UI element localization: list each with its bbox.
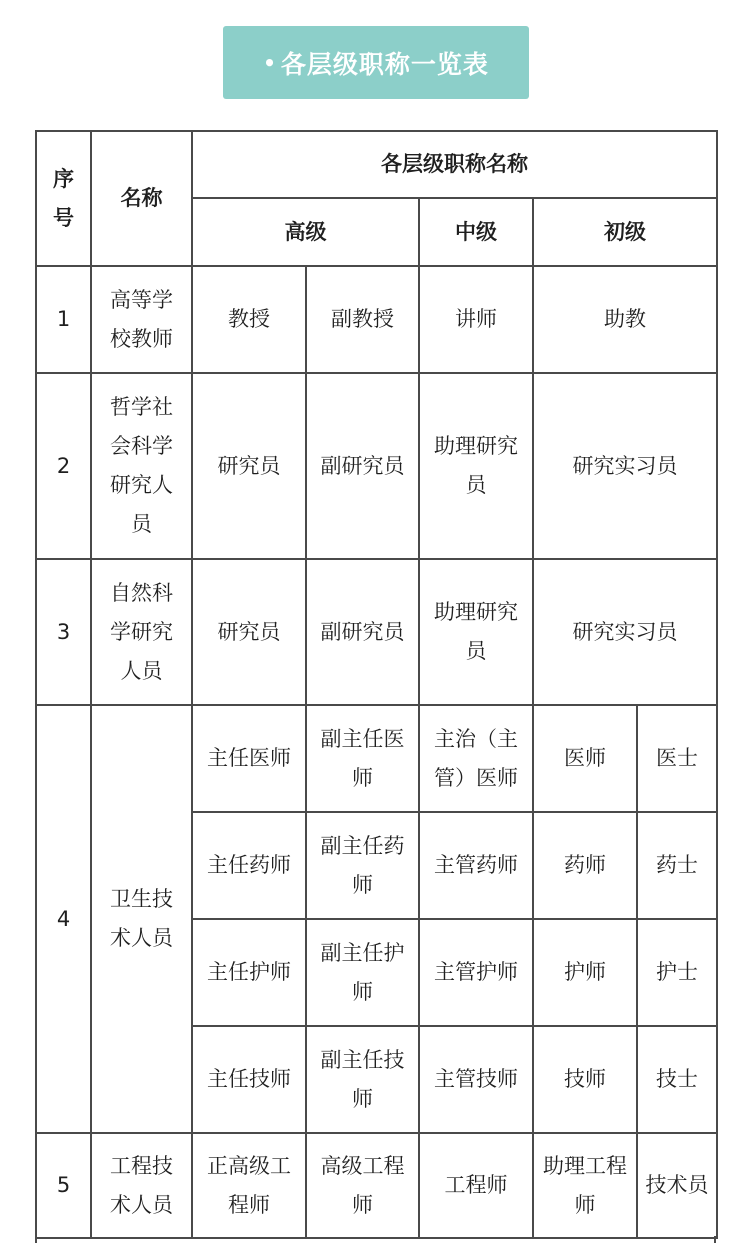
cell-middle: 主治（主管）医师 — [419, 705, 533, 812]
cell-junior-a: 助理工程师 — [533, 1133, 637, 1238]
cell-senior-full: 研究员 — [192, 559, 306, 705]
bullet-dot: • — [263, 50, 277, 75]
cell-junior-a: 技师 — [533, 1026, 637, 1133]
header-row-1 — [36, 131, 717, 198]
row-name: 高等学校教师 — [91, 266, 192, 373]
cell-junior: 研究实习员 — [533, 373, 717, 559]
table-row — [36, 705, 717, 812]
row-seq: 1 — [36, 266, 91, 373]
row-seq: 2 — [36, 373, 91, 559]
row-name: 卫生技术人员 — [91, 705, 192, 1133]
cell-junior: 助教 — [533, 266, 717, 373]
cell-senior-full: 主任技师 — [192, 1026, 306, 1133]
cell-junior-b: 技士 — [637, 1026, 717, 1133]
row-name: 哲学社会科学研究人员 — [91, 373, 192, 559]
cell-senior-deputy: 副主任药师 — [306, 812, 419, 919]
row-name: 自然科学研究人员 — [91, 559, 192, 705]
cell-senior-deputy: 副主任技师 — [306, 1026, 419, 1133]
cell-senior-full: 研究员 — [192, 373, 306, 559]
cell-junior-b: 药士 — [637, 812, 717, 919]
cell-middle: 讲师 — [419, 266, 533, 373]
header-group: 各层级职称名称 — [192, 131, 717, 198]
cell-junior-b: 医士 — [637, 705, 717, 812]
table-title-banner — [223, 26, 529, 99]
cell-senior-full: 主任医师 — [192, 705, 306, 812]
cell-senior-full: 主任药师 — [192, 812, 306, 919]
cell-junior: 研究实习员 — [533, 559, 717, 705]
cell-junior-a: 医师 — [533, 705, 637, 812]
cell-senior-full: 主任护师 — [192, 919, 306, 1026]
row-name: 工程技术人员 — [91, 1133, 192, 1238]
table-continuation-edge — [35, 1236, 716, 1243]
row-seq: 4 — [36, 705, 91, 1133]
row-seq: 3 — [36, 559, 91, 705]
table-row — [36, 266, 717, 373]
cell-senior-deputy: 副主任医师 — [306, 705, 419, 812]
cell-middle: 主管技师 — [419, 1026, 533, 1133]
header-middle: 中级 — [419, 198, 533, 266]
cell-middle: 助理研究员 — [419, 559, 533, 705]
cell-senior-full: 教授 — [192, 266, 306, 373]
cell-junior-a: 护师 — [533, 919, 637, 1026]
header-name: 名称 — [91, 131, 192, 266]
cell-middle: 助理研究员 — [419, 373, 533, 559]
cell-middle: 主管药师 — [419, 812, 533, 919]
table-title: 各层级职称一览表 — [280, 49, 489, 79]
header-senior: 高级 — [192, 198, 419, 266]
table-row — [36, 559, 717, 705]
title-table — [35, 130, 718, 1239]
cell-junior-a: 药师 — [533, 812, 637, 919]
cell-junior-b: 技术员 — [637, 1133, 717, 1238]
header-seq: 序号 — [36, 131, 91, 266]
row-seq: 5 — [36, 1133, 91, 1238]
cell-senior-full: 正高级工程师 — [192, 1133, 306, 1238]
header-junior: 初级 — [533, 198, 717, 266]
cell-senior-deputy: 高级工程师 — [306, 1133, 419, 1238]
cell-senior-deputy: 副主任护师 — [306, 919, 419, 1026]
cell-senior-deputy: 副教授 — [306, 266, 419, 373]
cell-middle: 工程师 — [419, 1133, 533, 1238]
table-row — [36, 1133, 717, 1238]
cell-junior-b: 护士 — [637, 919, 717, 1026]
table-row — [36, 373, 717, 559]
cell-senior-deputy: 副研究员 — [306, 559, 419, 705]
cell-middle: 主管护师 — [419, 919, 533, 1026]
cell-senior-deputy: 副研究员 — [306, 373, 419, 559]
